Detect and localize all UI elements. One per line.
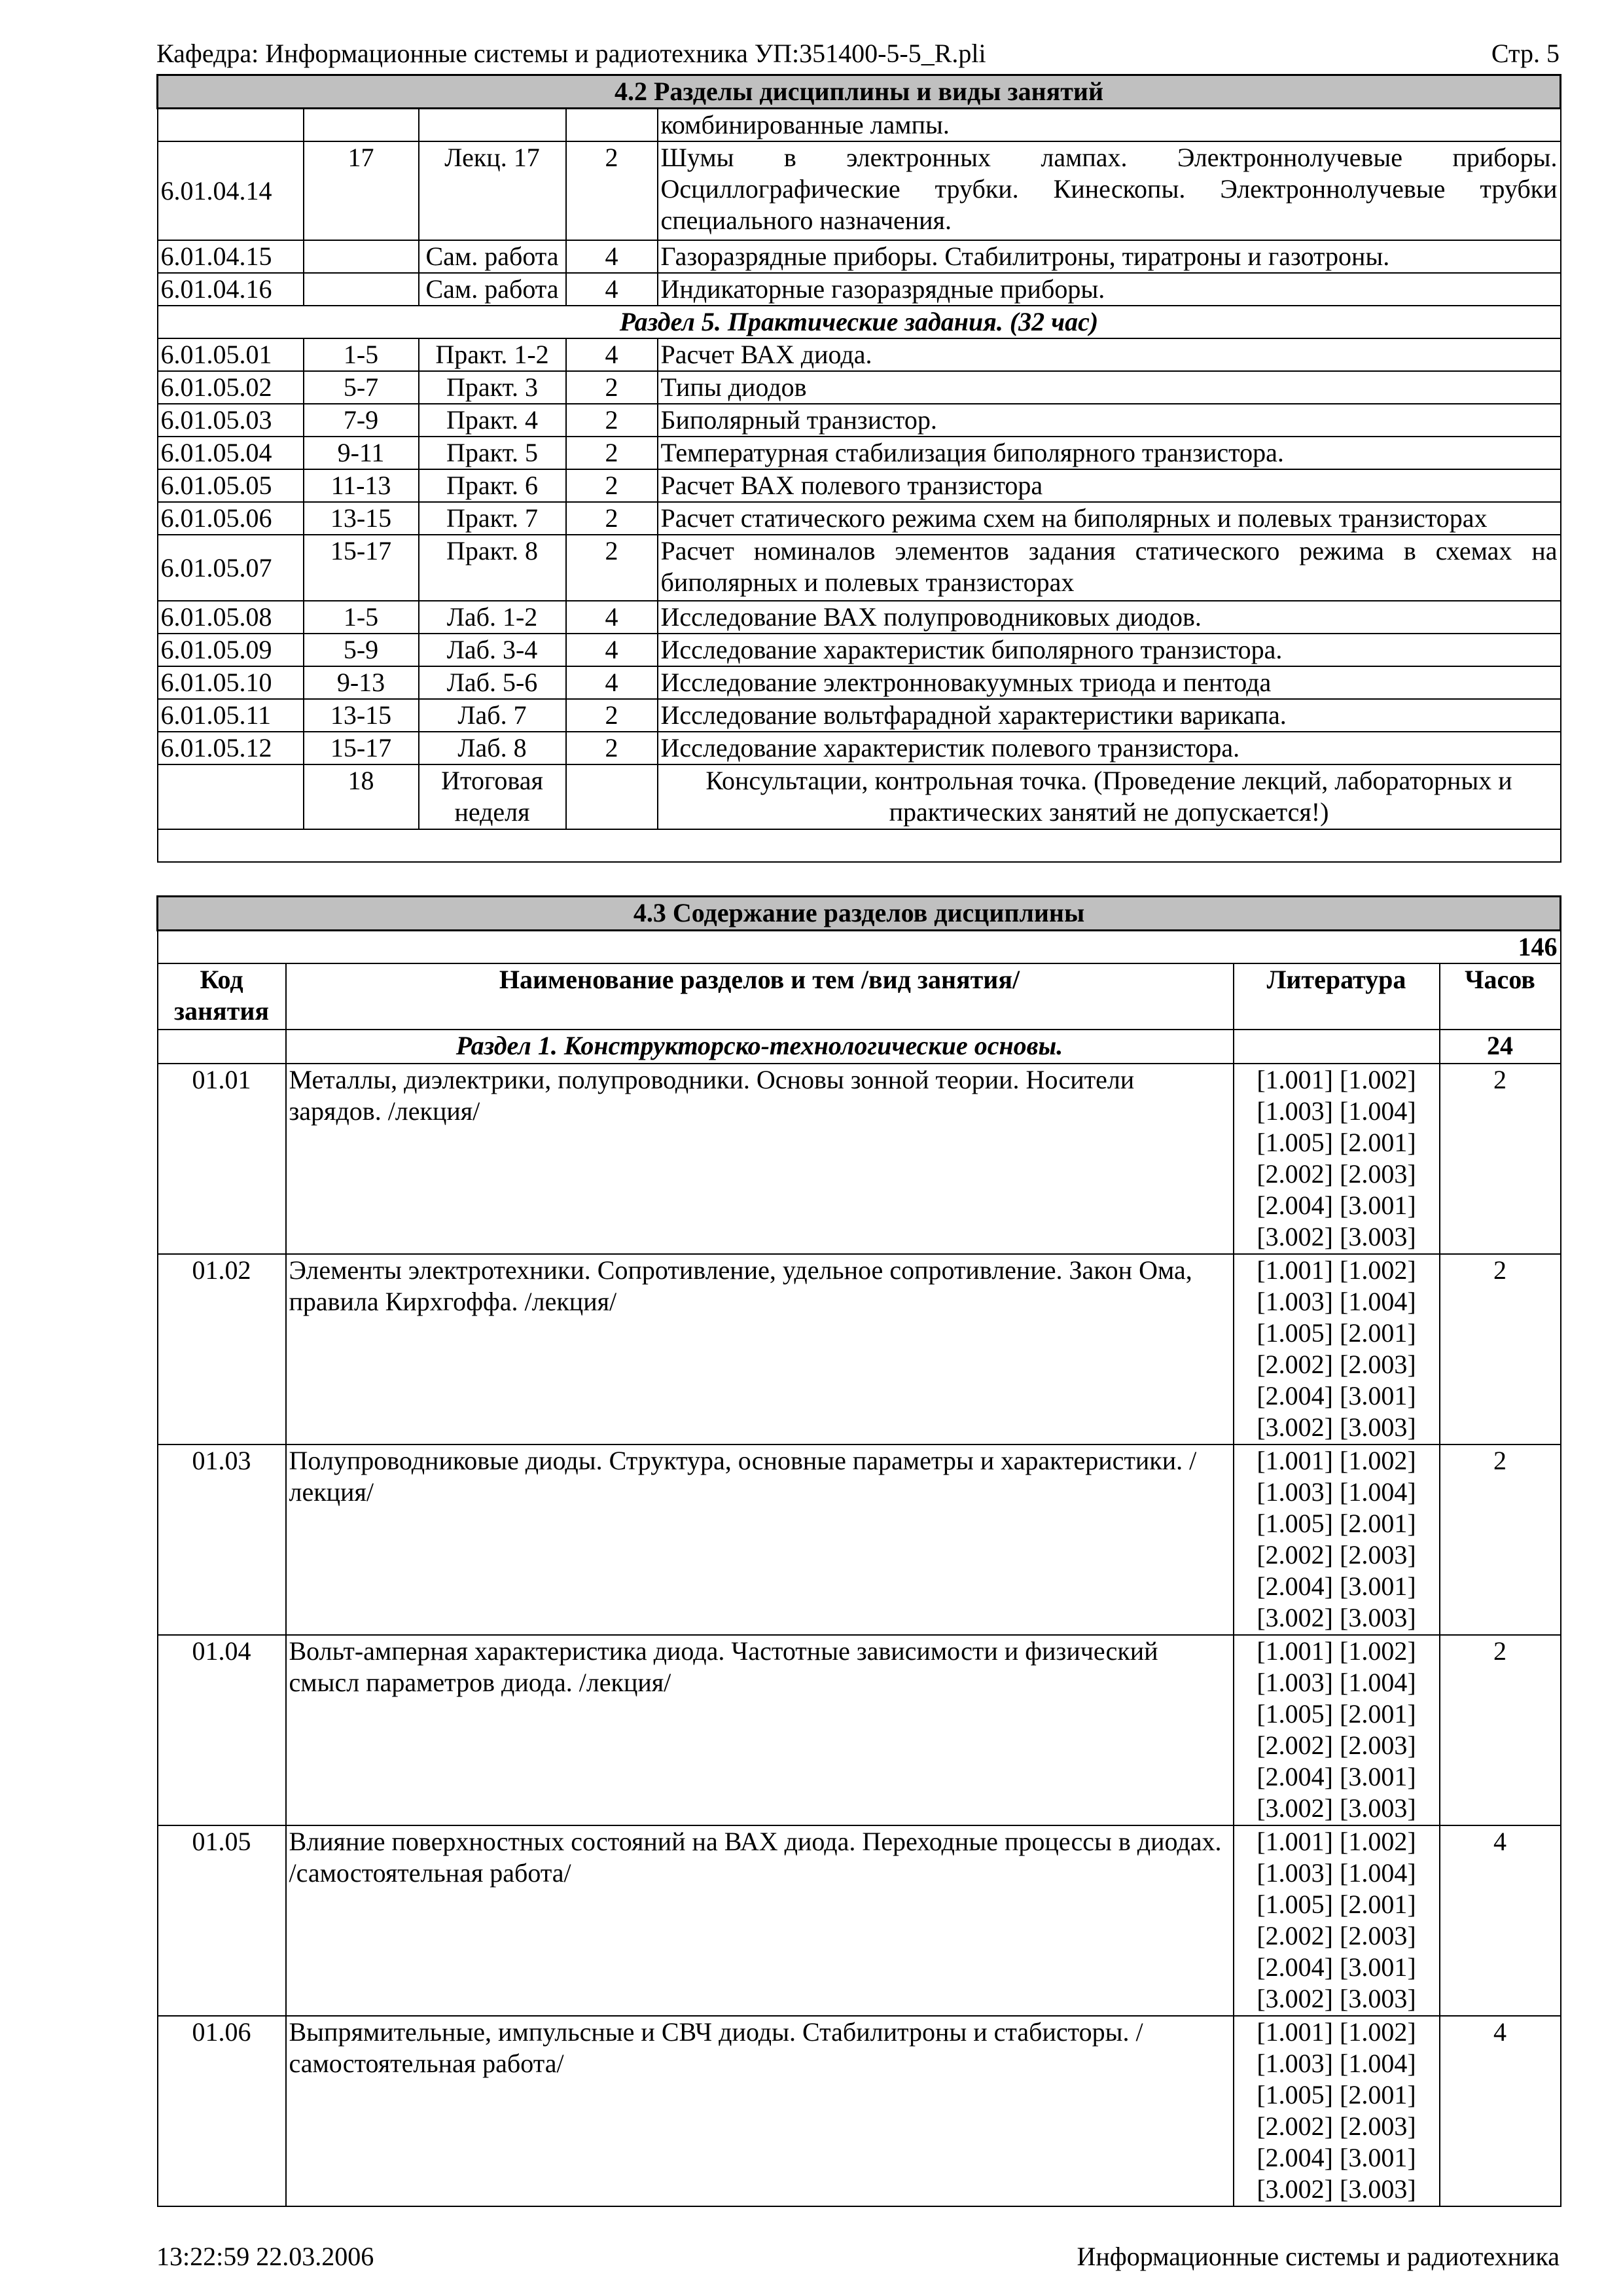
- cell-description: Исследование характеристик биполярного транзистора.: [658, 634, 1561, 666]
- section-1-hours: 24: [1440, 1030, 1561, 1064]
- header-department: Кафедра: Информационные системы и радиотехника УП:351400-5-5_R.pli: [156, 39, 986, 68]
- cell-description: Газоразрядные приборы. Стабилитроны, тиратроны и газотроны.: [658, 240, 1561, 273]
- cell-week: 5-9: [304, 634, 419, 666]
- cell-code: 6.01.05.10: [158, 666, 304, 699]
- cell-week: [304, 240, 419, 273]
- cell-code: 6.01.04.14: [158, 141, 304, 240]
- cell-description: Шумы в электронных лампах. Электроннолучевые приборы. Осциллографические трубки. Кинескопы. Электроннолучевые трубки специального назначения.: [658, 141, 1561, 240]
- table-row: [158, 2016, 1561, 2206]
- cell-hours: 4: [566, 273, 658, 306]
- literature-ref: [2.002] [2.003]: [1257, 1159, 1416, 1189]
- footer-department: Информационные системы и радиотехника: [1077, 2242, 1560, 2271]
- cell-code: 01.04: [158, 1635, 286, 1825]
- literature-ref: [2.004] [3.001]: [1257, 1762, 1416, 1791]
- cell-week: 1-5: [304, 338, 419, 371]
- literature-ref: [1.005] [2.001]: [1257, 1128, 1416, 1157]
- cell-week: 9-13: [304, 666, 419, 699]
- cell-class-type: Практ. 8: [419, 535, 566, 601]
- cell-hours: 2: [566, 141, 658, 240]
- literature-ref: [2.004] [3.001]: [1257, 1571, 1416, 1601]
- cell-topic: Выпрямительные, импульсные и СВЧ диоды. Стабилитроны и стабисторы. /самостоятельная работа/: [286, 2016, 1234, 2206]
- cell-class-type: Сам. работа: [419, 240, 566, 273]
- cell-hours: 2: [566, 732, 658, 764]
- cell-description: Расчет номиналов элементов задания статического режима в схемах на биполярных и полевых транзисторах: [658, 535, 1561, 601]
- literature-ref: [1.003] [1.004]: [1257, 1668, 1416, 1697]
- cell-description: Типы диодов: [658, 371, 1561, 404]
- literature-ref: [1.001] [1.002]: [1257, 1636, 1416, 1666]
- page-number: Стр. 5: [1491, 39, 1560, 68]
- cell-class-type: Практ. 3: [419, 371, 566, 404]
- cell-hours: 4: [566, 601, 658, 634]
- cell-hours: 2: [1440, 1444, 1561, 1635]
- literature-ref: [1.005] [2.001]: [1257, 1509, 1416, 1538]
- literature-ref: [3.002] [3.003]: [1257, 1412, 1416, 1442]
- cell-code: 01.01: [158, 1064, 286, 1254]
- cell-description: Исследование ВАХ полупроводниковых диодов.: [658, 601, 1561, 634]
- cell-hours: 2: [566, 699, 658, 732]
- table-row: [158, 634, 1561, 666]
- cell-code: 01.02: [158, 1254, 286, 1444]
- cell-code: 6.01.05.03: [158, 404, 304, 437]
- cell-hours: 2: [566, 469, 658, 502]
- cell-topic: Полупроводниковые диоды. Структура, основные параметры и характеристики. /лекция/: [286, 1444, 1234, 1635]
- cell-code: 6.01.05.05: [158, 469, 304, 502]
- cell-topic: Вольт-амперная характеристика диода. Частотные зависимости и физический смысл параметров диода. /лекция/: [286, 1635, 1234, 1825]
- table-row: [158, 371, 1561, 404]
- literature-ref: [1.001] [1.002]: [1257, 1065, 1416, 1094]
- literature-ref: [2.002] [2.003]: [1257, 1540, 1416, 1570]
- cell-hours: [566, 109, 658, 142]
- cell-description: Индикаторные газоразрядные приборы.: [658, 273, 1561, 306]
- cell-description: Биполярный транзистор.: [658, 404, 1561, 437]
- cell-hours: 4: [566, 666, 658, 699]
- cell-hours: 4: [566, 240, 658, 273]
- cell-class-type: Практ. 6: [419, 469, 566, 502]
- cell-hours: 2: [1440, 1254, 1561, 1444]
- cell-class-type: Итоговая неделя: [419, 764, 566, 829]
- table-row: [158, 502, 1561, 535]
- cell-hours: 2: [1440, 1635, 1561, 1825]
- literature-ref: [1.005] [2.001]: [1257, 1890, 1416, 1919]
- cell-week: 18: [304, 764, 419, 829]
- footer-timestamp: 13:22:59 22.03.2006: [156, 2242, 374, 2271]
- section-empty-cell: [158, 1030, 286, 1064]
- empty-row: [158, 829, 1561, 862]
- col-header-literature: Литература: [1234, 963, 1440, 1030]
- table-row: [158, 109, 1561, 142]
- cell-class-type: Сам. работа: [419, 273, 566, 306]
- cell-hours: 4: [566, 634, 658, 666]
- table-row: [158, 1825, 1561, 2016]
- section-empty-cell: [1234, 1030, 1440, 1064]
- cell-literature: [1234, 1635, 1440, 1825]
- cell-code: [158, 109, 304, 142]
- cell-literature: [1234, 1825, 1440, 2016]
- final-week-row: [158, 764, 1561, 829]
- cell-description: Консультации, контрольная точка. (Проведение лекций, лабораторных и практических занятий не допускается!): [658, 764, 1561, 829]
- cell-literature: [1234, 1064, 1440, 1254]
- literature-ref: [1.005] [2.001]: [1257, 2080, 1416, 2109]
- cell-description: Исследование характеристик полевого транзистора.: [658, 732, 1561, 764]
- cell-hours: 4: [1440, 2016, 1561, 2206]
- cell-code: 6.01.05.08: [158, 601, 304, 634]
- section-row: [158, 306, 1561, 338]
- literature-ref: [2.002] [2.003]: [1257, 2111, 1416, 2141]
- table-row: [158, 404, 1561, 437]
- cell-week: 13-15: [304, 699, 419, 732]
- table-sections-and-classes: [156, 74, 1561, 863]
- page-footer: [156, 2241, 1560, 2272]
- table-42-title: 4.2 Разделы дисциплины и виды занятий: [158, 75, 1561, 109]
- col-header-name: Наименование разделов и тем /вид занятия/: [286, 963, 1234, 1030]
- cell-hours: 4: [1440, 1825, 1561, 2016]
- cell-class-type: Практ. 7: [419, 502, 566, 535]
- cell-code: 6.01.04.15: [158, 240, 304, 273]
- cell-literature: [1234, 1444, 1440, 1635]
- table-row: [158, 437, 1561, 469]
- cell-class-type: Практ. 5: [419, 437, 566, 469]
- cell-description: Температурная стабилизация биполярного транзистора.: [658, 437, 1561, 469]
- cell-topic: Элементы электротехники. Сопротивление, удельное сопротивление. Закон Ома, правила Кирхгоффа. /лекция/: [286, 1254, 1234, 1444]
- table-row: [158, 338, 1561, 371]
- cell-week: 13-15: [304, 502, 419, 535]
- table-row: [158, 141, 1561, 240]
- cell-code: 6.01.05.07: [158, 535, 304, 601]
- cell-class-type: Практ. 1-2: [419, 338, 566, 371]
- cell-code: 01.03: [158, 1444, 286, 1635]
- cell-class-type: Практ. 4: [419, 404, 566, 437]
- cell-code: 6.01.05.06: [158, 502, 304, 535]
- table-section-content: [156, 895, 1561, 2207]
- cell-description: Исследование электронновакуумных триода и пентода: [658, 666, 1561, 699]
- cell-description: Расчет ВАХ полевого транзистора: [658, 469, 1561, 502]
- cell-class-type: Лекц. 17: [419, 141, 566, 240]
- cell-description: Расчет ВАХ диода.: [658, 338, 1561, 371]
- literature-ref: [1.003] [1.004]: [1257, 1096, 1416, 1126]
- cell-week: [304, 273, 419, 306]
- cell-description: Исследование вольтфарадной характеристики варикапа.: [658, 699, 1561, 732]
- cell-class-type: Лаб. 8: [419, 732, 566, 764]
- cell-hours: 2: [1440, 1064, 1561, 1254]
- cell-code: 6.01.05.04: [158, 437, 304, 469]
- table-row: [158, 732, 1561, 764]
- table-row: [158, 469, 1561, 502]
- cell-week: 9-11: [304, 437, 419, 469]
- table-row: [158, 1635, 1561, 1825]
- literature-ref: [1.003] [1.004]: [1257, 1287, 1416, 1316]
- cell-week: 17: [304, 141, 419, 240]
- literature-ref: [1.005] [2.001]: [1257, 1318, 1416, 1348]
- cell-week: 15-17: [304, 535, 419, 601]
- literature-ref: [1.005] [2.001]: [1257, 1699, 1416, 1729]
- cell-topic: Металлы, диэлектрики, полупроводники. Основы зонной теории. Носители зарядов. /лекция/: [286, 1064, 1234, 1254]
- cell-literature: [1234, 2016, 1440, 2206]
- literature-ref: [2.002] [2.003]: [1257, 1350, 1416, 1379]
- table-row: [158, 666, 1561, 699]
- literature-ref: [1.001] [1.002]: [1257, 1446, 1416, 1475]
- page-header: [156, 38, 1560, 69]
- cell-hours: 2: [566, 437, 658, 469]
- cell-class-type: [419, 109, 566, 142]
- table-row: [158, 273, 1561, 306]
- cell-code: 01.06: [158, 2016, 286, 2206]
- cell-code: 6.01.04.16: [158, 273, 304, 306]
- literature-ref: [3.002] [3.003]: [1257, 1603, 1416, 1632]
- literature-ref: [2.004] [3.001]: [1257, 1381, 1416, 1410]
- table-row: [158, 1254, 1561, 1444]
- literature-ref: [1.003] [1.004]: [1257, 2049, 1416, 2078]
- literature-ref: [1.001] [1.002]: [1257, 1255, 1416, 1285]
- literature-ref: [2.002] [2.003]: [1257, 1921, 1416, 1950]
- literature-ref: [2.004] [3.001]: [1257, 1191, 1416, 1220]
- cell-week: 5-7: [304, 371, 419, 404]
- table-row: [158, 240, 1561, 273]
- table-43-title: 4.3 Содержание разделов дисциплины: [158, 897, 1561, 931]
- table-row: [158, 699, 1561, 732]
- literature-ref: [1.003] [1.004]: [1257, 1477, 1416, 1507]
- cell-code: 6.01.05.09: [158, 634, 304, 666]
- cell-description: Расчет статического режима схем на биполярных и полевых транзисторах: [658, 502, 1561, 535]
- literature-ref: [3.002] [3.003]: [1257, 1222, 1416, 1251]
- cell-code: 6.01.05.11: [158, 699, 304, 732]
- section-1-title: Раздел 1. Конструкторско-технологические основы.: [286, 1030, 1234, 1064]
- cell-week: [304, 109, 419, 142]
- cell-hours: [566, 764, 658, 829]
- table-row: [158, 1064, 1561, 1254]
- literature-ref: [1.001] [1.002]: [1257, 2017, 1416, 2047]
- cell-week: 7-9: [304, 404, 419, 437]
- cell-hours: 2: [566, 535, 658, 601]
- empty-cell: [158, 829, 1561, 862]
- cell-class-type: Лаб. 3-4: [419, 634, 566, 666]
- cell-hours: 2: [566, 371, 658, 404]
- literature-ref: [2.002] [2.003]: [1257, 1731, 1416, 1760]
- cell-description: комбинированные лампы.: [658, 109, 1561, 142]
- cell-code: 6.01.05.12: [158, 732, 304, 764]
- cell-hours: 2: [566, 404, 658, 437]
- col-header-hours: Часов: [1440, 963, 1561, 1030]
- table-row: [158, 601, 1561, 634]
- literature-ref: [3.002] [3.003]: [1257, 1984, 1416, 2013]
- literature-ref: [1.003] [1.004]: [1257, 1858, 1416, 1888]
- cell-week: 1-5: [304, 601, 419, 634]
- col-header-code: Код занятия: [158, 963, 286, 1030]
- literature-ref: [2.004] [3.001]: [1257, 1952, 1416, 1982]
- cell-hours: 4: [566, 338, 658, 371]
- literature-ref: [1.001] [1.002]: [1257, 1827, 1416, 1856]
- cell-week: 15-17: [304, 732, 419, 764]
- cell-code: 01.05: [158, 1825, 286, 2016]
- cell-code: 6.01.05.01: [158, 338, 304, 371]
- literature-ref: [3.002] [3.003]: [1257, 1793, 1416, 1823]
- literature-ref: [3.002] [3.003]: [1257, 2174, 1416, 2204]
- table-row: [158, 1444, 1561, 1635]
- cell-class-type: Лаб. 5-6: [419, 666, 566, 699]
- cell-code: [158, 764, 304, 829]
- cell-week: 11-13: [304, 469, 419, 502]
- cell-topic: Влияние поверхностных состояний на ВАХ диода. Переходные процессы в диодах. /самостоятельная работа/: [286, 1825, 1234, 2016]
- cell-literature: [1234, 1254, 1440, 1444]
- cell-code: 6.01.05.02: [158, 371, 304, 404]
- section-5-title: Раздел 5. Практические задания. (32 час): [158, 306, 1561, 338]
- cell-class-type: Лаб. 1-2: [419, 601, 566, 634]
- total-hours: 146: [158, 931, 1561, 964]
- cell-hours: 2: [566, 502, 658, 535]
- table-row: [158, 535, 1561, 601]
- literature-ref: [2.004] [3.001]: [1257, 2143, 1416, 2172]
- cell-class-type: Лаб. 7: [419, 699, 566, 732]
